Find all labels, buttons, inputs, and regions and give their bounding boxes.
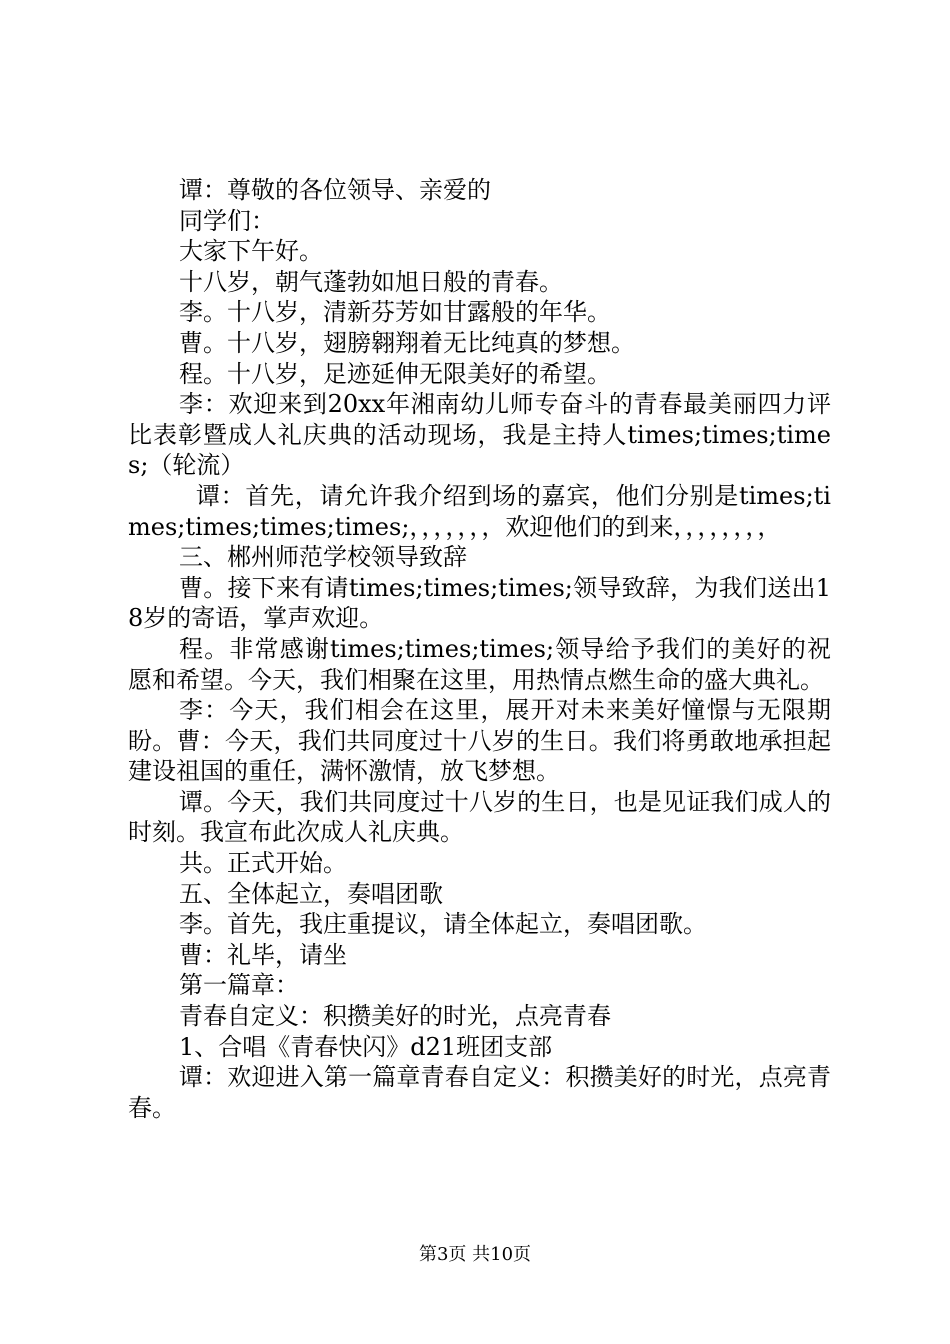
program-item: 1、合唱《青春快闪》d21班团支部 (179, 1032, 553, 1061)
paragraph: 共。正式开始。 (179, 849, 347, 878)
paragraph: 谭：首先，请允许我介绍到场的嘉宾，他们分别是times;times;times;times;times;，，，，，，，欢迎他们的到来，，，，，，，， (128, 481, 831, 541)
paragraph: 李：今天，我们相会在这里，展开对未来美好憧憬与无限期盼。曹：今天，我们共同度过十八岁的生日。我们将勇敢地承担起建设祖国的重任，满怀激情，放飞梦想。 (128, 696, 831, 786)
paragraph: 谭。今天，我们共同度过十八岁的生日，也是见证我们成人的时刻。我宣布此次成人礼庆典。 (128, 787, 831, 847)
page-footer (0, 1244, 950, 1266)
section-heading: 三、郴州师范学校领导致辞 (179, 543, 467, 572)
paragraph: 曹。十八岁，翅膀翱翔着无比纯真的梦想。 (179, 328, 635, 357)
paragraph: 李。首先，我庄重提议，请全体起立，奏唱团歌。 (179, 910, 707, 939)
paragraph: 程。非常感谢times;times;times;领导给予我们的美好的祝愿和希望。今天，我们相聚在这里，用热情点燃生命的盛大典礼。 (128, 634, 831, 694)
paragraph: 谭：欢迎进入第一篇章青春自定义：积攒美好的时光，点亮青春。 (128, 1063, 831, 1122)
chapter-heading: 第一篇章： (179, 971, 299, 1000)
paragraph: 程。十八岁，足迹延伸无限美好的希望。 (179, 359, 611, 388)
section-heading: 五、全体起立，奏唱团歌 (179, 879, 443, 908)
paragraph: 李：欢迎来到20xx年湘南幼儿师专奋斗的青春最美丽四力评比表彰暨成人礼庆典的活动现场，我是主持人times;times;times;（轮流） (128, 390, 831, 480)
paragraph: 十八岁，朝气蓬勃如旭日般的青春。 (179, 267, 563, 296)
paragraph: 同学们： (179, 206, 275, 235)
paragraph: 曹：礼毕，请坐 (179, 940, 347, 969)
paragraph: 谭：尊敬的各位领导、亲爱的 (179, 176, 491, 204)
paragraph: 曹。接下来有请times;times;times;领导致辞，为我们送出18岁的寄语，掌声欢迎。 (128, 573, 831, 633)
page-number: 第3页 共10页 (418, 1244, 532, 1265)
paragraph: 大家下午好。 (179, 237, 323, 266)
chapter-subtitle: 青春自定义：积攒美好的时光，点亮青春 (179, 1002, 611, 1031)
document-body (128, 175, 831, 1123)
paragraph: 李。十八岁，清新芬芳如甘露般的年华。 (179, 298, 611, 327)
